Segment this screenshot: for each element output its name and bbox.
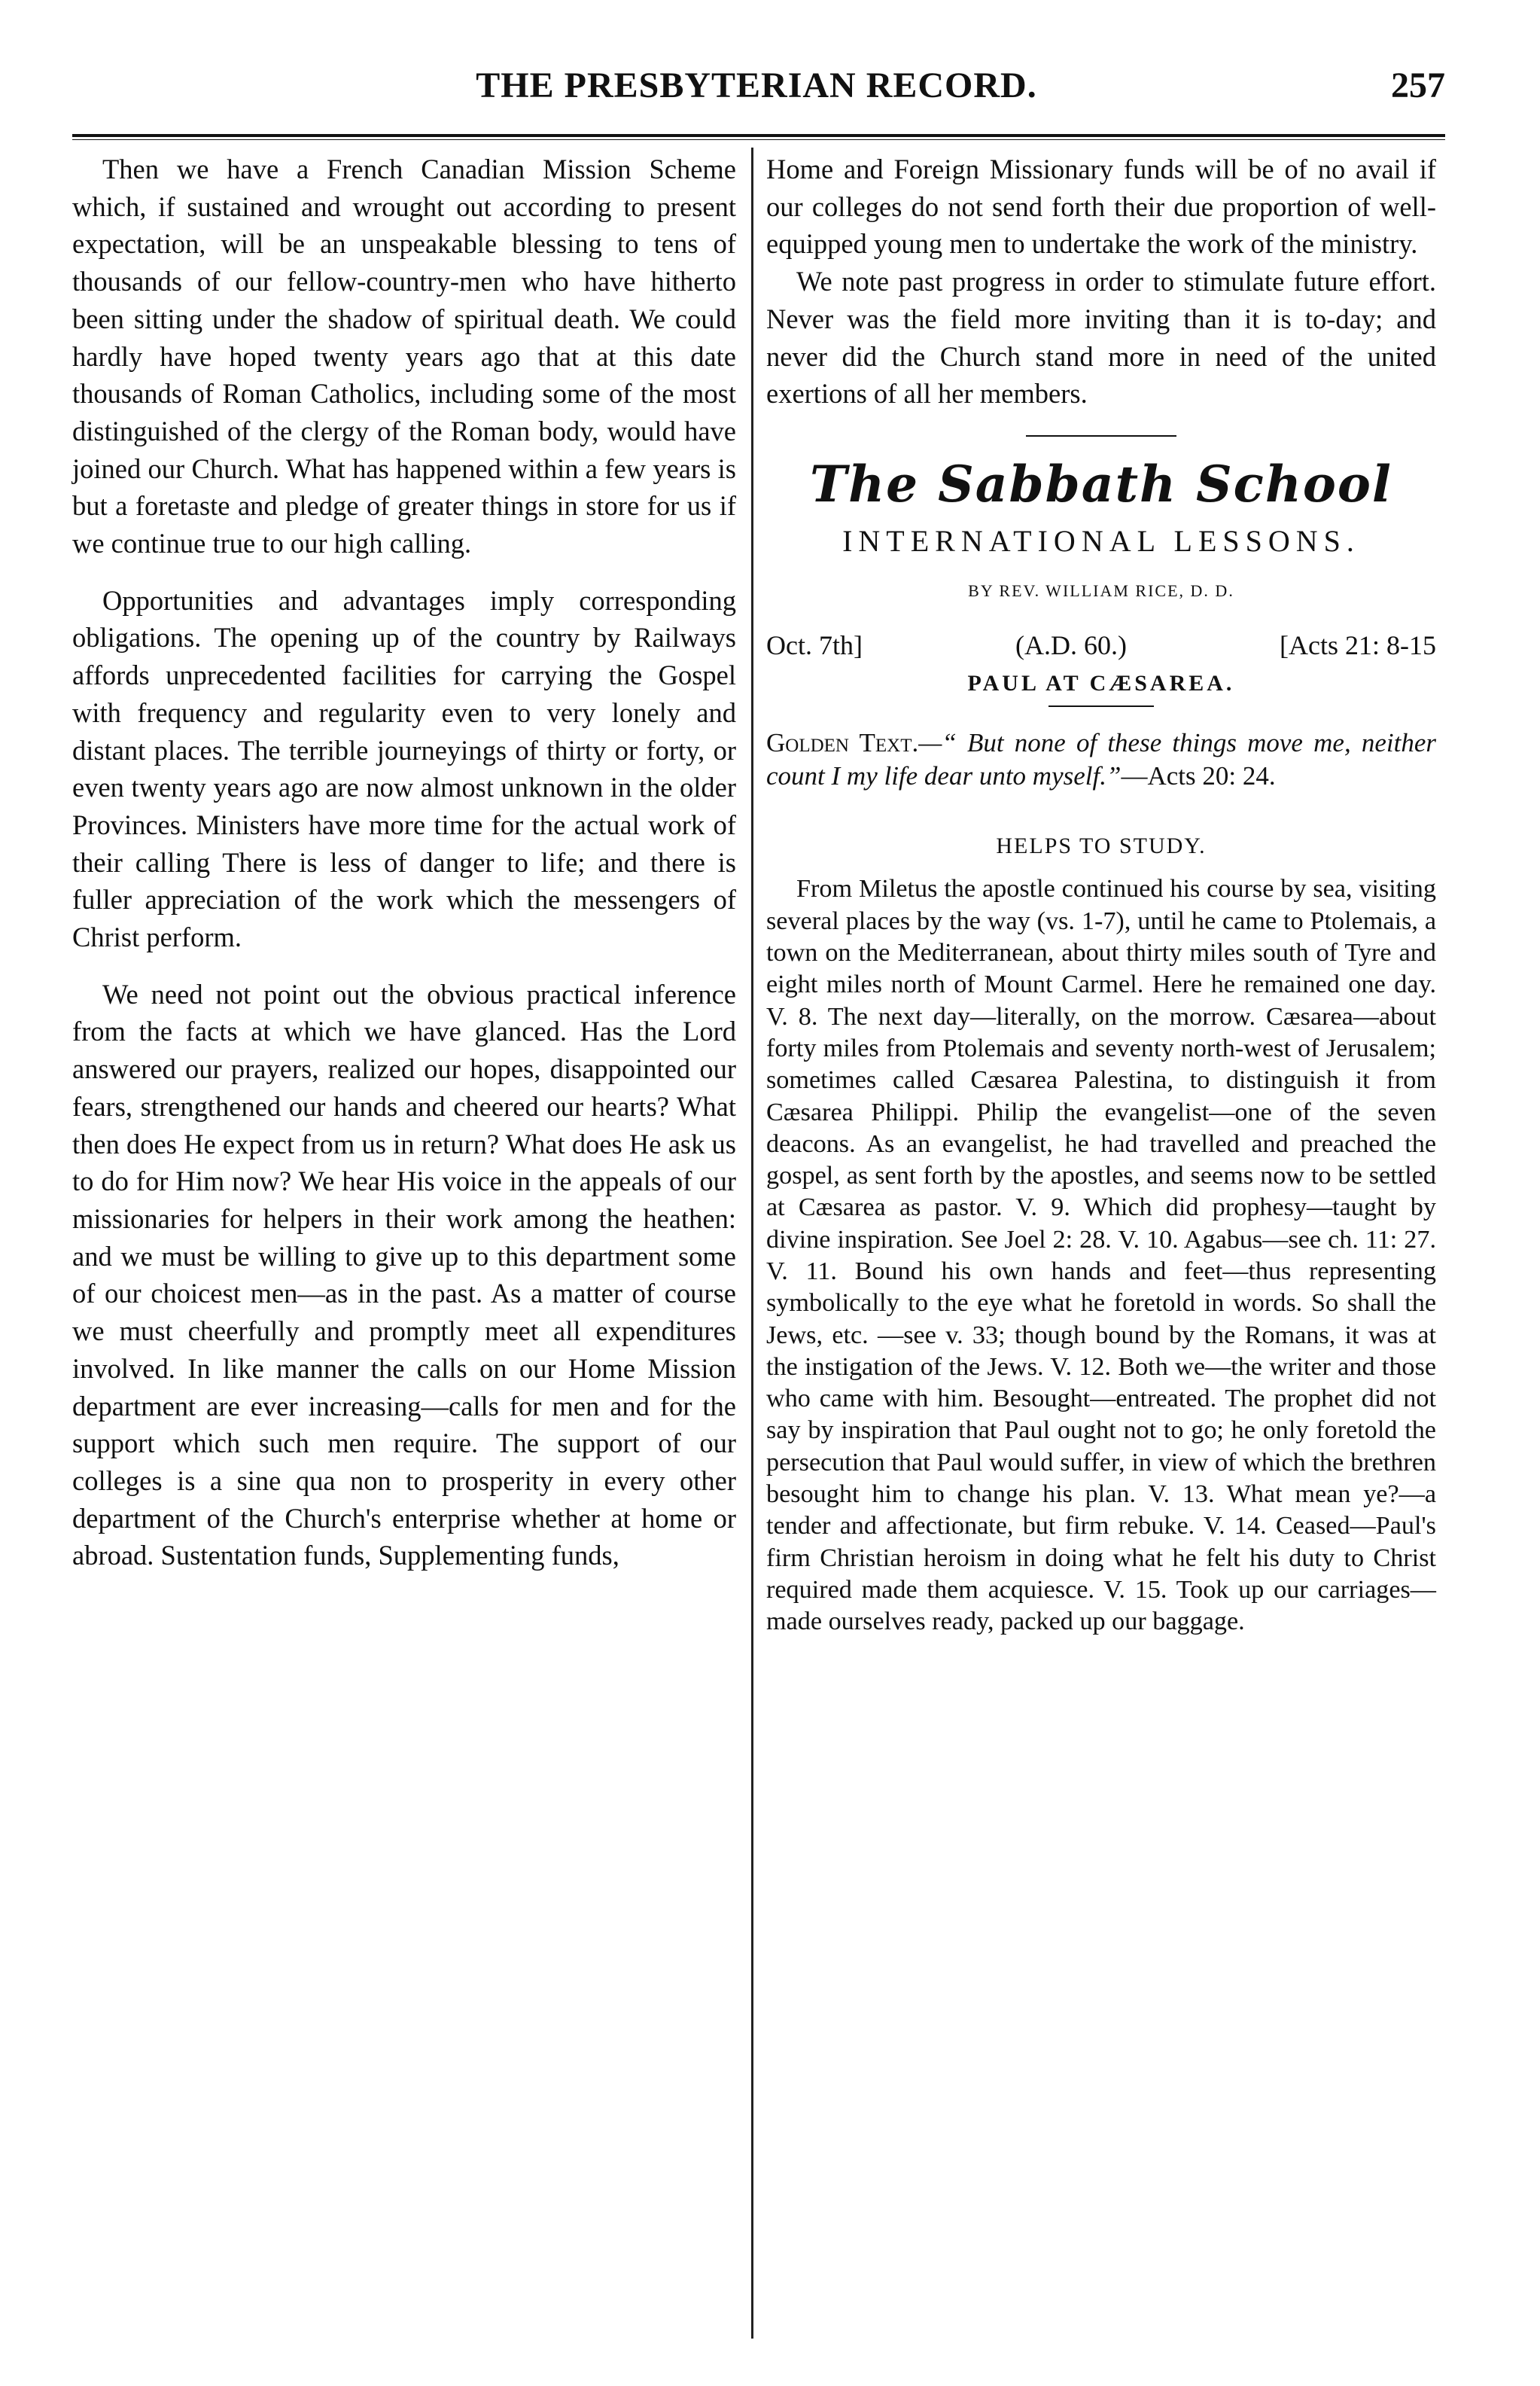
page-header [68, 65, 1445, 117]
section-divider [1026, 435, 1176, 437]
lesson-reference-line [766, 627, 1436, 665]
lesson-year: (A.D. 60.) [1015, 630, 1127, 661]
golden-text-label: Golden Text. [766, 727, 919, 757]
helps-heading: HELPS TO STUDY. [996, 833, 1207, 858]
golden-text-quote: —“ But none of these things move me, neither count I my life dear unto myself.” [766, 727, 1436, 791]
page-number: 257 [1391, 66, 1445, 105]
lesson-divider [1048, 705, 1154, 707]
paragraph-opportunities: Opportunities and advantages imply corresponding obligations. The opening up of the country by Railways affords unprecedented facilities for carrying the Gospel with frequency and regularity even to very lonely and distant places. The terrible journeyings of thirty or forty, or even twenty years ago are now almost unknown in the older Provinces. Ministers have more time for the actual work of their calling There is less of danger to life; and there is fuller appreciation of the work which the messengers of Christ perform. [72, 584, 736, 953]
paragraph-french-mission: Then we have a French Canadian Mission Scheme which, if sustained and wrought out according to present expectation, will be an unspeakable blessing to tens of thousands of our fellow-country-men who have hitherto been sitting under the shadow of spiritual death. We could hardly have hoped twenty years ago that at this date thousands of Roman Catholics, including some of the most distinguished of the clergy of the Roman body, would have joined our Church. What has happened within a few years is but a foretaste and pledge of greater things in store for us if we continue true to our high calling. [72, 154, 736, 559]
byline: BY REV. WILLIAM RICE, D. D. [968, 581, 1234, 600]
golden-text-reference: —Acts 20: 24. [1121, 760, 1276, 791]
header-rule [72, 134, 1445, 140]
right-column [766, 151, 1436, 1664]
left-column [72, 151, 736, 1594]
lesson-scripture: [Acts 21: 8-15 [1280, 630, 1436, 661]
paragraph-practical-inference: We need not point out the obvious practical inference from the facts at which we have glanced. Has the Lord answered our prayers, realized our hopes, disappointed our fears, strengthened our hands and cheered our hearts? What then does He expect from us in return? What does He ask us to do for Him now? We hear His voice in the appeals of our missionaries for helpers in their work among the heathen: and we must be willing to give up to this department some of our choicest men—as in the past. As a matter of course we must cheerfully and promptly meet all expenditures involved. In like manner the calls on our Home Mission department are ever increasing—calls for men and for the support which such men require. The support of our colleges is a sine qua non to prosperity in every other department of the Church's enterprise whether at home or abroad. Sustentation funds, Supplementing funds, [72, 978, 736, 1571]
lesson-title: PAUL AT CÆSAREA. [967, 671, 1235, 696]
paragraph-past-progress: We note past progress in order to stimulate future effort. Never was the field more inviting than it is to-day; and never did the Church stand more in need of the united exertions of all her members. [766, 266, 1436, 410]
section-subtitle: INTERNATIONAL LESSONS. [842, 523, 1360, 558]
paragraph-continuation: Home and Foreign Missionary funds will be of no avail if our colleges do not send forth their due proportion of well-equipped young men to undertake the work of the ministry. [766, 154, 1436, 260]
golden-text [766, 727, 1436, 793]
running-head: THE PRESBYTERIAN RECORD. [476, 66, 1037, 105]
section-title: The Sabbath School [810, 454, 1392, 513]
helps-text: From Miletus the apostle continued his course by sea, visiting several places by the way (vs. 1-7), until he came to Ptolemais, a town on the Mediterranean, about thirty miles south of Tyre and eight miles north of Mount Carmel. Here he remained one day. V. 8. The next day—literally, on the morrow. Cæsarea—about forty miles from Ptolemais and seventy north-west of Jerusalem; sometimes called Cæsarea Palestina, to distinguish it from Cæsarea Philippi. Philip the evangelist—one of the seven deacons. As an evangelist, he had travelled and preached the gospel, as sent forth by the apostles, and seems now to be settled at Cæsarea as pastor. V. 9. Which did prophesy—taught by divine inspiration. See Joel 2: 28. V. 10. Agabus—see ch. 11: 27. V. 11. Bound his own hands and feet—thus representing symbolically to the eye what he foretold in words. So shall the Jews, etc. —see v. 33; though bound by the Romans, it was at the instigation of the Jews. V. 12. Both we—the writer and those who came with him. Besought—entreated. The prophet did not say by inspiration that Paul ought not to go; he only foretold the persecution that Paul would suffer, in view of which the brethren besought him to change his plan. V. 13. What mean ye?—a tender and affectionate, but firm rebuke. V. 14. Ceased—Paul's firm Christian heroism in doing what he felt his duty to Christ required made them acquiesce. V. 15. Took up our carriages—made ourselves ready, packed up our baggage. [766, 875, 1436, 1636]
column-divider [751, 148, 753, 2339]
lesson-date: Oct. 7th] [766, 630, 863, 661]
